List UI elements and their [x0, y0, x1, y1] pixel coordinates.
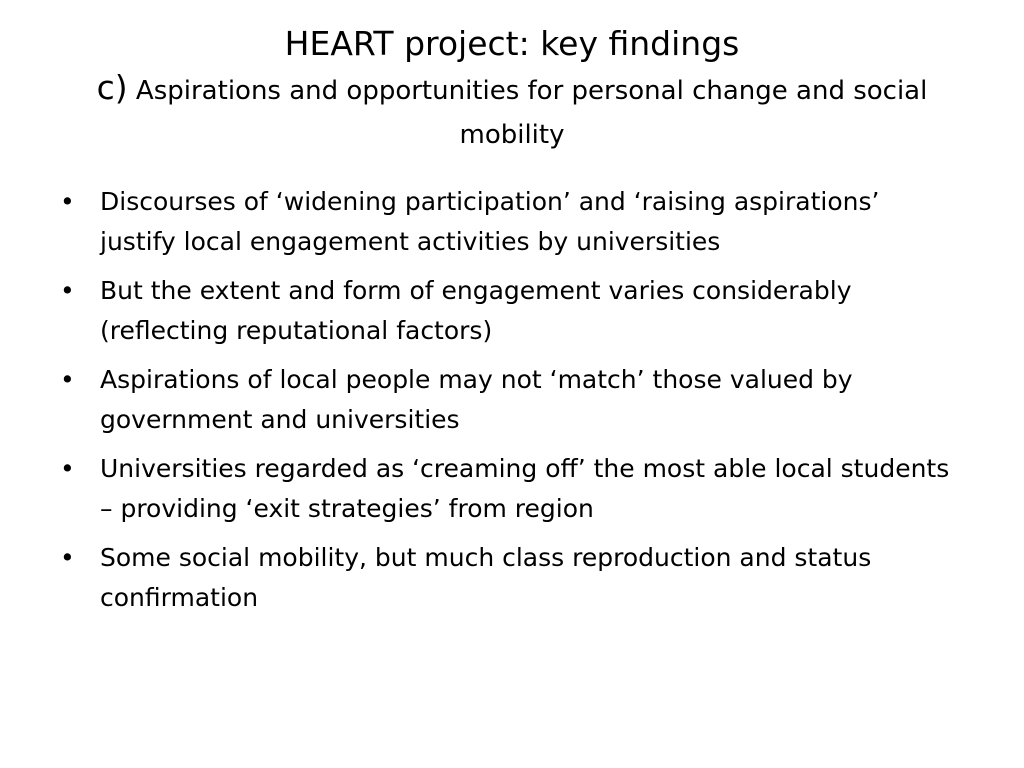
- bullet-icon: •: [60, 187, 75, 216]
- bullet-text: Universities regarded as ‘creaming off’ the most able local students – providing ‘exit strategies’ from region: [100, 454, 950, 523]
- bullet-text: Aspirations of local people may not ‘match’ those valued by government and universities: [100, 365, 853, 434]
- subtitle-text: Aspirations and opportunities for personal change and social mobility: [127, 76, 928, 150]
- bullet-item: [60, 538, 960, 618]
- bullet-text: But the extent and form of engagement varies considerably (reflecting reputational factors): [100, 276, 852, 345]
- bullet-text: Some social mobility, but much class reproduction and status confirmation: [100, 543, 872, 612]
- bullet-icon: •: [60, 365, 75, 394]
- bullet-item: [60, 271, 960, 351]
- bullet-list: [60, 182, 960, 627]
- bullet-item: [60, 449, 960, 529]
- bullet-icon: •: [60, 543, 75, 572]
- bullet-item: [60, 360, 960, 440]
- title-subtitle: [90, 66, 934, 157]
- subtitle-prefix: c): [96, 68, 128, 107]
- bullet-icon: •: [60, 454, 75, 483]
- bullet-icon: •: [60, 276, 75, 305]
- bullet-text: Discourses of ‘widening participation’ and ‘raising aspirations’ justify local engagement activities by universities: [100, 187, 880, 256]
- title-main: HEART project: key findings: [284, 24, 740, 63]
- slide-title: [90, 22, 934, 157]
- bullet-item: [60, 182, 960, 262]
